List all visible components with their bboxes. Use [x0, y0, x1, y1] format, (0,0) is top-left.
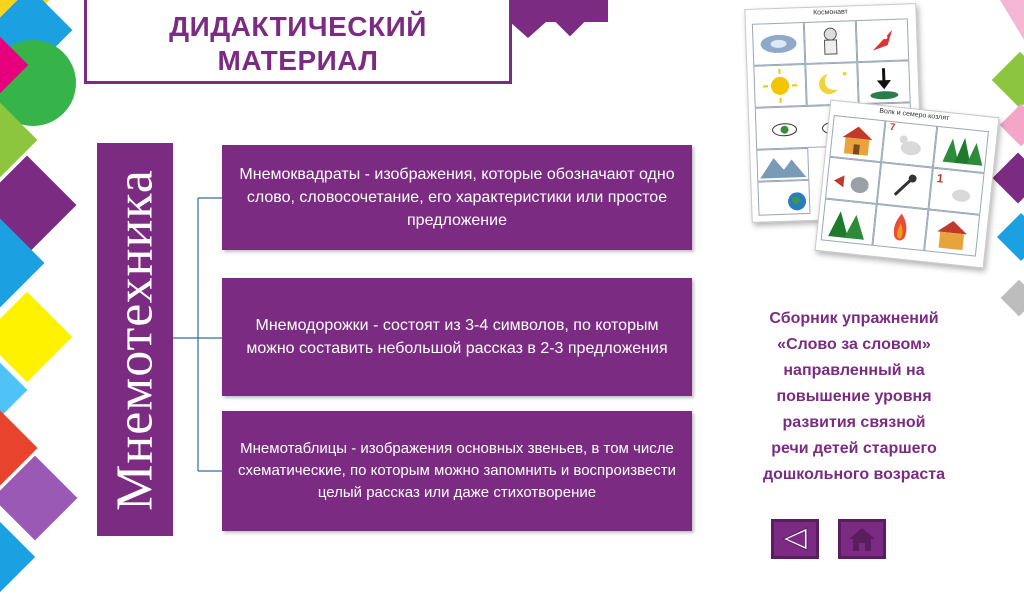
- rocket-icon: [857, 19, 908, 61]
- cell-house-2: [924, 209, 980, 256]
- title-box: [84, 0, 512, 84]
- cell-astronaut: [804, 20, 857, 64]
- caption-line-1: Сборник упражнений: [740, 306, 968, 332]
- caption-line-4: повышение уровня: [740, 384, 968, 410]
- worksheet-back-title: Космонавт: [745, 6, 915, 19]
- title-line-2: МАТЕРИАЛ: [169, 44, 427, 78]
- caption-line-7: дошкольного возраста: [740, 462, 968, 488]
- card-mnemotables: [222, 411, 692, 531]
- cell-earth: [757, 180, 810, 216]
- page-title: [169, 10, 427, 78]
- galaxy-icon: [753, 23, 804, 65]
- number-seven: 7: [889, 122, 896, 134]
- card-mnemotracks-text: Мнемодорожки - состоят из 3-4 символов, по которым можно составить небольшой рассказ в 2-3 предложения: [232, 314, 682, 360]
- cell-goat: [881, 120, 937, 167]
- vertical-label: Мнемотехника: [106, 169, 165, 511]
- fire-icon: [873, 205, 927, 250]
- worksheet-front-title: Волк и семеро козлят: [830, 103, 998, 128]
- collection-caption: [740, 306, 968, 488]
- decor-right-diamond-purple: [993, 153, 1024, 204]
- decor-top-triangle: [510, 22, 546, 38]
- forest-icon: [934, 127, 988, 172]
- cell-fire: [872, 204, 928, 251]
- sun-icon: [754, 65, 805, 107]
- decor-diamond-yellow2: [0, 292, 72, 383]
- mountains-icon: [757, 149, 808, 181]
- card-mnemosquares: [222, 145, 692, 250]
- cell-microphone: [877, 162, 933, 209]
- cell-rocket: [856, 18, 909, 62]
- decor-right-diamond-grey: [1001, 280, 1024, 317]
- card-mnemotracks: [222, 278, 692, 396]
- card-mnemotables-text: Мнемотаблицы - изображения основных звеньев, в том числе схематические, по которым можно запомнить и воспроизвести целый рассказ или даже стихотворение: [232, 438, 682, 504]
- decor-right-triangle-top: [1000, 0, 1024, 40]
- cell-house: [829, 115, 885, 162]
- worksheet-front: [815, 100, 1000, 269]
- wolf-icon: [826, 158, 880, 203]
- cell-forest-2: [821, 199, 877, 246]
- cell-arrow-down: [857, 60, 910, 104]
- cell-wolf: [825, 157, 881, 204]
- forest-2-icon: [822, 200, 876, 245]
- home-icon: [846, 524, 878, 554]
- connector-lines: [170, 190, 226, 480]
- arrow-down-icon: [858, 61, 909, 103]
- caption-line-3: направленный на: [740, 358, 968, 384]
- vertical-label-bar: [97, 143, 173, 536]
- cell-galaxy: [752, 22, 805, 66]
- house-icon: [831, 116, 885, 161]
- decor-right-diamond-green: [992, 52, 1024, 109]
- card-mnemosquares-text: Мнемоквадраты - изображения, которые обозначают одно слово, словосочетание, его характеристики или простое предложение: [232, 163, 682, 232]
- caption-line-6: речи детей старшего: [740, 436, 968, 462]
- astronaut-icon: [805, 21, 856, 63]
- cell-sun: [753, 64, 806, 108]
- house-2-icon: [925, 210, 979, 255]
- caption-line-5: развития связной: [740, 410, 968, 436]
- cell-goat-number: [928, 168, 984, 215]
- caption-line-2: «Слово за словом»: [740, 332, 968, 358]
- back-button[interactable]: [771, 519, 819, 559]
- decor-right-diamond-pink: [1000, 104, 1024, 146]
- earth-icon: [758, 181, 809, 215]
- number-one: 1: [936, 171, 944, 186]
- decor-right-diamond-blue: [997, 213, 1024, 261]
- triangle-left-icon: [779, 526, 811, 552]
- cell-forest: [933, 126, 989, 173]
- cell-mountains: [756, 148, 809, 182]
- microphone-icon: [878, 163, 932, 208]
- home-button[interactable]: [838, 519, 886, 559]
- moon-icon: [806, 63, 857, 105]
- title-line-1: ДИДАКТИЧЕСКИЙ: [169, 10, 427, 44]
